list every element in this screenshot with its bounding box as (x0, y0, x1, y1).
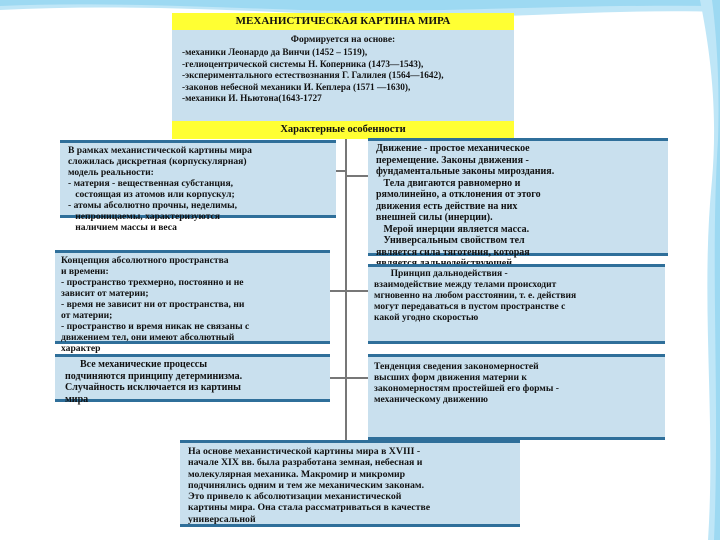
left-box-discrete-model (60, 140, 336, 234)
text-line: мира (65, 393, 89, 405)
text-line: Универсальным свойством тел (376, 235, 525, 246)
text-line: механическому движению (374, 394, 488, 406)
text-line: перемещение. Законы движения - (376, 154, 529, 166)
text-line: Мерой инерции является масса. (376, 223, 530, 235)
text-line: движением тел, они имеют абсолютный (61, 332, 235, 344)
text-line: зависит от материи; (61, 288, 149, 300)
text-line: сложилась дискретная (корпускулярная) (68, 156, 247, 168)
text-line: - материя - вещественная субстанция, (68, 178, 234, 190)
text-line: состоящая из атомов или корпускул; (68, 189, 235, 201)
basis-item: -экспериментального естествознания Г. Галилея (1564—1642), (182, 71, 444, 81)
text-line: Движение - простое механическое (376, 143, 530, 154)
basis-heading: Формируется на основе: (290, 35, 396, 45)
text-line: - пространство трехмерно, постоянно и не (61, 277, 244, 289)
text-line: универсальной (188, 513, 256, 525)
text-line: является сила тяготения, которая (376, 246, 530, 258)
text-line: В рамках механистической картины мира (68, 145, 252, 156)
text-line: закономерностям простейшей его формы - (374, 383, 559, 395)
features-label: Характерные особенности (172, 121, 514, 139)
right-box-reduction (368, 354, 665, 440)
text-line: - атомы абсолютно прочны, неделимы, (68, 200, 238, 212)
text-line: Случайность исключается из картины (65, 382, 241, 393)
text-line: какой угодно скоростью (374, 312, 479, 323)
text-line: характер (61, 343, 101, 355)
page-title: МЕХАНИСТИЧЕСКАЯ КАРТИНА МИРА (172, 13, 514, 30)
basis-item: -механики Леонардо да Винчи (1452 – 1519), (182, 48, 368, 58)
text-line: Тенденция сведения закономерностей (374, 361, 539, 372)
text-line: модель реальности: (68, 167, 154, 179)
text-line: подчиняются принципу детерминизма. (65, 370, 243, 382)
right-box-action-at-distance (368, 264, 665, 344)
left-box-absolute-space (55, 250, 330, 355)
right-box-motion (368, 138, 668, 256)
decorative-wave-right (660, 0, 720, 540)
text-line: высших форм движения материи к (374, 372, 527, 384)
text-line: непроницаемы, характеризуются (68, 211, 220, 223)
text-line: Тела двигаются равномерно и (376, 177, 521, 189)
text-line: Это привело к абсолютизации механистической (188, 491, 402, 503)
text-line: наличием массы и веса (68, 222, 177, 234)
bottom-box-conclusion (180, 440, 520, 527)
text-line: могут передаваться в пустом пространстве с (374, 301, 566, 312)
basis-item: -механики И. Ньютона(1643-1727 (182, 94, 322, 104)
text-line: Принцип дальнодействия - (374, 269, 508, 279)
text-line: Все механические процессы (65, 359, 208, 370)
header-box (172, 13, 514, 135)
left-box-determinism (55, 354, 330, 405)
connector-left-3 (330, 377, 346, 379)
connector-right-2 (346, 290, 368, 292)
text-line: рямолинейно, а отклонения от этого (376, 189, 541, 200)
connector-left-1 (336, 170, 346, 172)
text-line: начале XIX вв. была разработана земная, небесная и (188, 457, 423, 469)
text-line: внешней силы (инерции). (376, 212, 493, 223)
text-line: от материи; (61, 310, 113, 322)
text-line: Концепция абсолютного пространства (61, 255, 229, 266)
text-line: фундаментальные законы мироздания. (376, 166, 555, 177)
basis-list (182, 48, 512, 106)
text-line: взаимодействие между телами происходит (374, 279, 557, 290)
text-line: подчинялись одним и тем же механическим законам. (188, 479, 425, 491)
text-line: картины мира. Она стала рассматриваться в качестве (188, 502, 431, 514)
text-line: - пространство и время никак не связаны с (61, 321, 250, 333)
text-line: - время не зависит ни от пространства, ни (61, 299, 245, 311)
basis-item: -гелиоцентрической системы Н. Коперника (1473—1543), (182, 59, 424, 70)
text-line: движения есть действие на них (376, 200, 518, 212)
connector-right-3 (346, 377, 368, 379)
basis-item: -законов небесной механики И. Кеплера (1571 —1630), (182, 82, 411, 93)
text-line: мгновенно на любом расстоянии, т. е. действия (374, 290, 577, 301)
text-line: и времени: (61, 266, 109, 278)
text-line: На основе механистической картины мира в XVIII - (188, 446, 421, 457)
connector-right-1 (346, 175, 368, 177)
text-line: молекулярная механика. Макромир и микромир (188, 468, 406, 480)
connector-left-2 (330, 290, 346, 292)
